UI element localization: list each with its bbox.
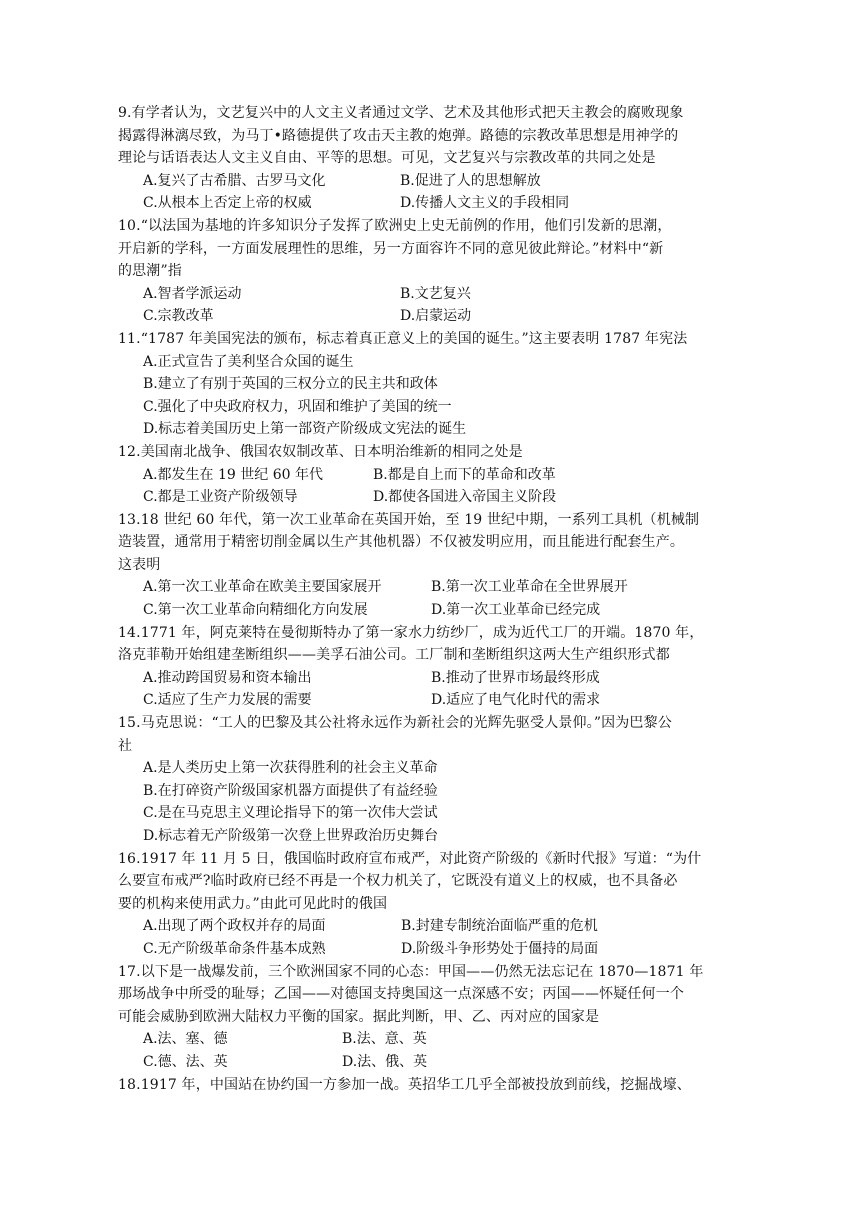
question-stem: 12.美国南北战争、俄国农奴制改革、日本明治维新的相同之处是	[118, 443, 523, 460]
question-q17	[118, 961, 738, 1074]
answer-option: B.都是自上而下的革命和改革	[373, 466, 556, 483]
answer-option: C.都是工业资产阶级领导	[143, 489, 298, 506]
question-stem-continuation: 可能会威胁到欧洲大陆权力平衡的国家。据此判断，甲、乙、丙对应的国家是	[118, 1008, 600, 1025]
question-q13	[118, 509, 738, 622]
answer-option: D.阶级斗争形势处于僵持的局面	[401, 940, 599, 957]
answer-option: B.促进了人的思想解放	[400, 172, 541, 189]
question-list	[118, 102, 738, 1096]
question-stem-continuation: 开启新的学科，一方面发展理性的思维，另一方面容许不同的意见彼此辩论。”材料中“新	[118, 240, 664, 257]
answer-option: B.建立了有别于英国的三权分立的民主共和政体	[143, 376, 438, 393]
answer-option: C.强化了中央政府权力，巩固和维护了美国的统一	[143, 398, 452, 415]
option-row	[118, 689, 738, 712]
answer-option: D.启蒙运动	[400, 308, 472, 325]
question-stem-continuation: 么要宣布戒严?临时政府已经不再是一个权力机关了，它既没有道义上的权威，也不具备必	[118, 873, 678, 890]
answer-option: A.都发生在 19 世纪 60 年代	[143, 466, 323, 483]
question-stem-continuation: 的思潮”指	[118, 263, 182, 280]
question-stem-continuation: 造装置，通常用于精密切削金属以生产其他机器）不仅被发明应用，而且能进行配套生产。	[118, 534, 684, 551]
answer-option: A.出现了两个政权并存的局面	[143, 918, 326, 935]
question-stem-continuation: 这表明	[118, 556, 161, 573]
option-row	[118, 915, 738, 938]
answer-option: C.宗教改革	[143, 308, 214, 325]
question-q16	[118, 848, 738, 961]
option-row	[118, 486, 738, 509]
question-stem: 9.有学者认为，文艺复兴中的人文主义者通过文学、艺术及其他形式把天主教会的腐败现象	[118, 105, 684, 121]
question-q12	[118, 441, 738, 509]
question-q10	[118, 215, 738, 328]
question-stem: 15.马克思说：“工人的巴黎及其公社将永远作为新社会的光辉先驱受人景仰。”因为巴黎公	[118, 715, 672, 732]
answer-option: A.智者学派运动	[143, 285, 242, 302]
question-q18	[118, 1074, 738, 1097]
answer-option: C.从根本上否定上帝的权威	[143, 195, 312, 212]
answer-option: B.第一次工业革命在全世界展开	[431, 579, 628, 596]
option-row	[118, 170, 738, 193]
question-q9	[118, 102, 738, 215]
answer-option: D.适应了电气化时代的需求	[431, 692, 601, 709]
question-stem-continuation: 理论与话语表达人文主义自由、平等的思想。可见，文艺复兴与宗教改革的共同之处是	[118, 150, 656, 167]
question-stem-continuation: 社	[118, 737, 133, 754]
answer-option: D.法、俄、英	[342, 1053, 428, 1070]
answer-option: A.推动跨国贸易和资本输出	[143, 669, 312, 686]
answer-option: C.是在马克思主义理论指导下的第一次伟大尝试	[143, 805, 438, 822]
answer-option: A.第一次工业革命在欧美主要国家展开	[143, 579, 382, 596]
option-row	[118, 283, 738, 306]
option-row	[118, 192, 738, 215]
answer-option: D.标志着无产阶级第一次登上世界政治历史舞台	[143, 828, 439, 844]
answer-option: D.第一次工业革命已经完成	[431, 602, 601, 619]
option-row	[118, 667, 738, 690]
question-stem: 18.1917 年，中国站在协约国一方参加一战。英招华工几乎全部被投放到前线，挖掘战壕、	[118, 1076, 691, 1093]
option-row	[118, 305, 738, 328]
question-stem: 16.1917 年 11 月 5 日，俄国临时政府宣布戒严，对此资产阶级的《新时代报》写道：“为什	[118, 850, 702, 867]
question-stem: 10.“以法国为基地的许多知识分子发挥了欧洲史上史无前例的作用，他们引发新的思潮，	[118, 217, 672, 234]
answer-option: B.文艺复兴	[400, 285, 471, 302]
question-stem-continuation: 洛克菲勒开始组建垄断组织——美孚石油公司。工厂制和垄断组织这两大生产组织形式都	[118, 647, 670, 664]
option-row	[118, 1028, 738, 1051]
question-q11	[118, 328, 738, 441]
question-q14	[118, 622, 738, 712]
answer-option: A.是人类历史上第一次获得胜利的社会主义革命	[143, 760, 438, 777]
answer-option: D.传播人文主义的手段相同	[400, 195, 570, 212]
answer-option: D.都使各国进入帝国主义阶段	[373, 489, 557, 506]
question-q15	[118, 712, 738, 848]
question-stem-continuation: 揭露得淋漓尽致，为马丁•路德提供了攻击天主教的炮弹。路德的宗教改革思想是用神学的	[118, 127, 679, 144]
answer-option: B.法、意、英	[342, 1031, 427, 1048]
question-stem: 13.18 世纪 60 年代，第一次工业革命在英国开始，至 19 世纪中期，一系列工具机（机械制	[118, 511, 700, 528]
option-row	[118, 1051, 738, 1074]
answer-option: A.法、塞、德	[143, 1031, 228, 1048]
answer-option: D.标志着美国历史上第一部资产阶级成文宪法的诞生	[143, 421, 467, 438]
answer-option: A.正式宣告了美利坚合众国的诞生	[143, 353, 354, 370]
option-row	[118, 576, 738, 599]
option-row	[118, 599, 738, 622]
option-row	[118, 464, 738, 487]
question-stem: 11.“1787 年美国宪法的颁布，标志着真正意义上的美国的诞生。”这主要表明 1787 年宪法	[118, 330, 688, 347]
answer-option: C.无产阶级革命条件基本成熟	[143, 940, 326, 957]
answer-option: C.德、法、英	[143, 1053, 228, 1070]
question-stem-continuation: 那场战争中所受的耻辱；乙国——对德国支持奥国这一点深感不安；丙国——怀疑任何一个	[118, 986, 684, 1003]
answer-option: B.在打碎资产阶级国家机器方面提供了有益经验	[143, 782, 438, 799]
question-stem: 14.1771 年，阿克莱特在曼彻斯特办了第一家水力纺纱厂，成为近代工厂的开端。1870 年，	[118, 624, 704, 641]
option-row	[118, 938, 738, 961]
answer-option: B.封建专制统治面临严重的危机	[401, 918, 598, 935]
answer-option: B.推动了世界市场最终形成	[431, 669, 600, 686]
question-stem: 17.以下是一战爆发前，三个欧洲国家不同的心态：甲国——仍然无法忘记在 1870—1871 年	[118, 963, 704, 980]
answer-option: A.复兴了古希腊、古罗马文化	[143, 172, 326, 189]
question-stem-continuation: 要的机构来使用武力。”由此可见此时的俄国	[118, 895, 388, 912]
answer-option: C.适应了生产力发展的需要	[143, 692, 312, 709]
answer-option: C.第一次工业革命向精细化方向发展	[143, 602, 368, 619]
